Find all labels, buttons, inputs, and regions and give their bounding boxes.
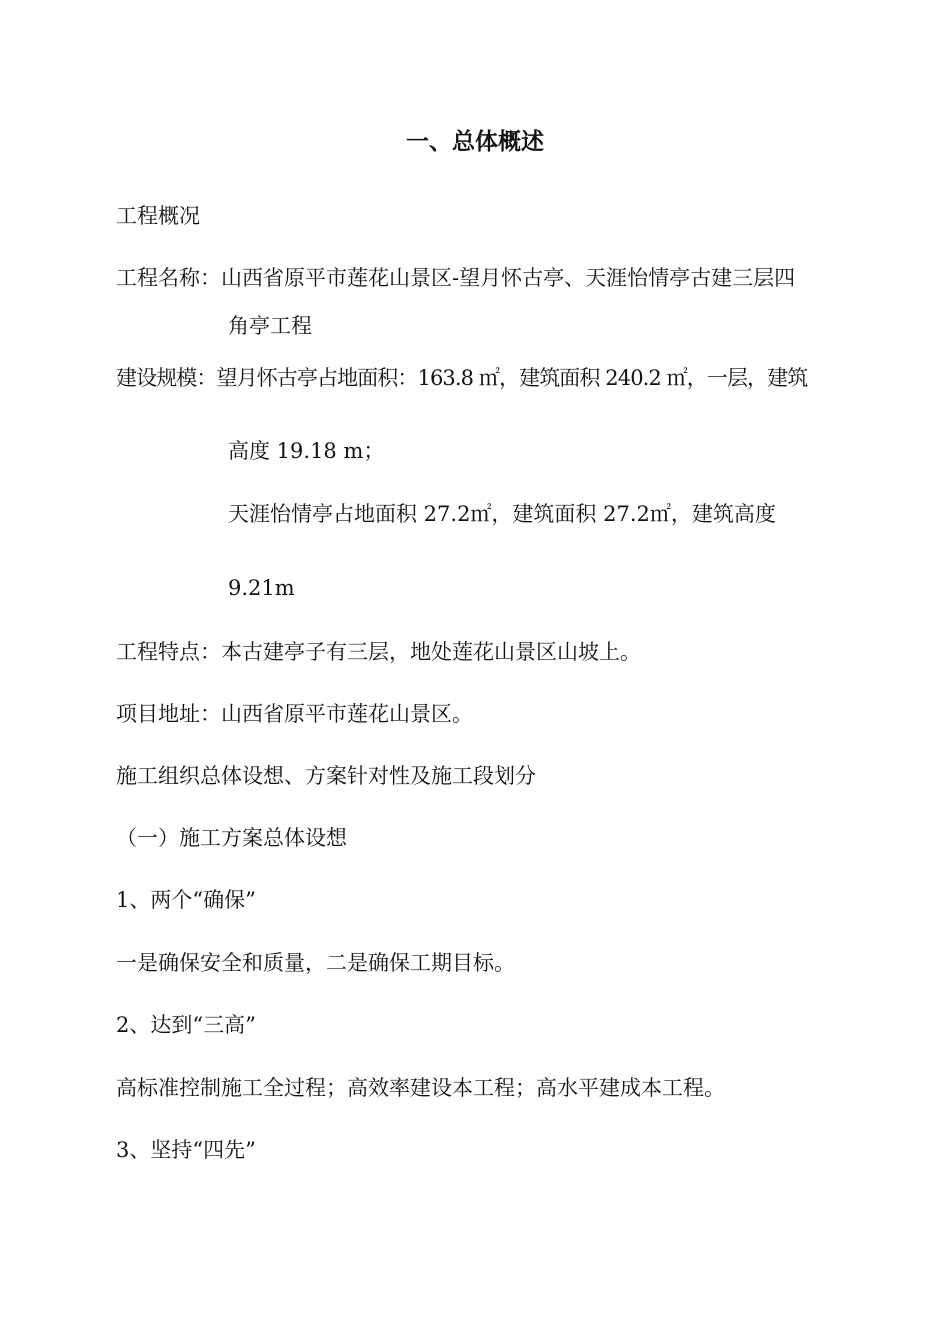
project-name-label: 工程名称： — [116, 266, 221, 290]
scale-line2: 高度 19.18 m； — [228, 439, 385, 463]
scale-line1: 望月怀古亭占地面积：163.8 ㎡，建筑面积 240.2 ㎡，一层，建筑 — [216, 366, 808, 390]
section-heading: 施工组织总体设想、方案针对性及施工段划分 — [116, 764, 536, 788]
item3-title: 3、坚持“四先” — [116, 1138, 256, 1162]
scale-row — [116, 364, 807, 392]
overview-heading: 工程概况 — [116, 204, 200, 228]
item2-title: 2、达到“三高” — [116, 1013, 256, 1037]
sub-heading: （一）施工方案总体设想 — [116, 826, 347, 850]
project-name-line1: 山西省原平市莲花山景区-望月怀古亭、天涯怡情亭古建三层四 — [221, 266, 796, 290]
address-text: 项目地址：山西省原平市莲花山景区。 — [116, 702, 473, 726]
project-name-line2: 角亭工程 — [228, 314, 312, 338]
scale-label: 建设规模： — [116, 366, 217, 390]
scale-line3: 天涯怡情亭占地面积 27.2㎡，建筑面积 27.2㎡，建筑高度 — [228, 502, 776, 526]
scale-line4: 9.21m — [228, 576, 295, 600]
item1-title: 1、两个“确保” — [116, 888, 256, 912]
page-title: 一、总体概述 — [406, 129, 544, 155]
features-text: 工程特点：本古建亭子有三层，地处莲花山景区山坡上。 — [116, 640, 641, 664]
item1-text: 一是确保安全和质量，二是确保工期目标。 — [116, 951, 515, 975]
item2-text: 高标准控制施工全过程；高效率建设本工程；高水平建成本工程。 — [116, 1076, 725, 1100]
project-name-row — [116, 264, 795, 292]
